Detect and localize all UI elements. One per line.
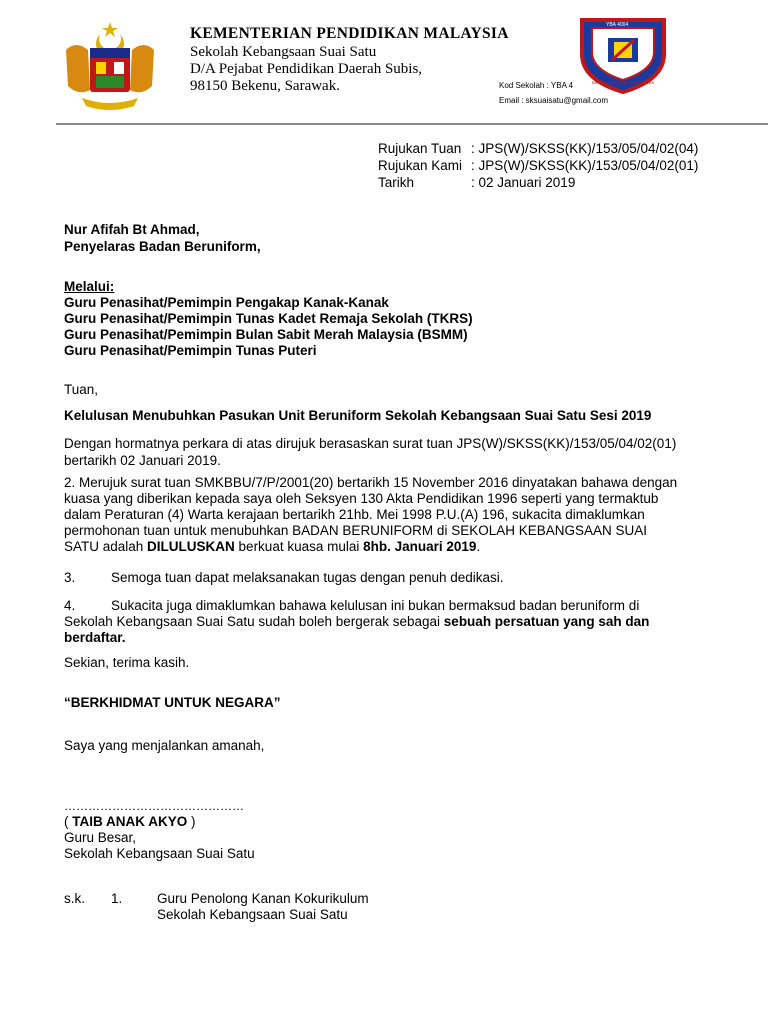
paragraph-4-line xyxy=(64,613,649,630)
malaysia-coat-of-arms-icon xyxy=(60,20,160,116)
paren-close: ) xyxy=(187,814,196,829)
address-line-1: D/A Pejabat Pendidikan Daerah Subis, xyxy=(190,61,423,77)
address-line-2: 98150 Bekenu, Sarawak. xyxy=(190,78,340,94)
closing: Sekian, terima kasih. xyxy=(64,655,190,670)
badge-motto-text: BERILMU BERIMAN BERAKHLAK xyxy=(592,80,655,85)
paragraph-number: 3. xyxy=(64,570,76,585)
paragraph-4-bold: sebuah persatuan yang sah dan xyxy=(443,614,650,629)
header-divider xyxy=(56,123,768,125)
paragraph-4-text: Sukacita juga dimaklumkan bahawa kelulusan ini bukan bermaksud badan beruniform di xyxy=(111,598,640,613)
effective-date: 8hb. Januari 2019 xyxy=(363,539,477,554)
cc-number: 1. xyxy=(111,891,123,906)
school-email: Email : sksuaisatu@gmail.com xyxy=(499,96,609,105)
subject-line: Kelulusan Menubuhkan Pasukan Unit Beruniform Sekolah Kebangsaan Suai Satu Sesi 2019 xyxy=(64,408,652,423)
signatory-title: Guru Besar, xyxy=(64,830,137,845)
salutation: Tuan, xyxy=(64,382,99,397)
p2-text: berkuat kuasa mulai xyxy=(234,539,364,554)
via-item: Guru Penasihat/Pemimpin Bulan Sabit Merah Malaysia (BSMM) xyxy=(64,327,468,342)
paragraph-2-line: permohonan tuan untuk menubuhkan BADAN BERUNIFORM di SEKOLAH KEBANGSAAN SUAI xyxy=(64,523,648,538)
p2-text: . xyxy=(476,539,481,554)
ref-kami xyxy=(378,158,698,173)
recipient-name: Nur Afifah Bt Ahmad, xyxy=(64,222,200,237)
paren-open: ( xyxy=(64,814,73,829)
cc-recipient: Guru Penolong Kanan Kokurikulum xyxy=(157,891,369,906)
cc-recipient-school: Sekolah Kebangsaan Suai Satu xyxy=(157,907,348,922)
via-item: Guru Penasihat/Pemimpin Pengakap Kanak-Kanak xyxy=(64,295,389,310)
paragraph-4-line xyxy=(64,597,639,614)
school-code: Kod Sekolah : YBA 4 xyxy=(499,81,574,90)
paragraph-2-line: kuasa yang diberikan kepada saya oleh Seksyen 130 Akta Pendidikan 1996 seperti yang termaktub xyxy=(64,491,659,506)
school-badge-icon xyxy=(578,14,668,94)
ref-date-value: : 02 Januari 2019 xyxy=(471,175,576,190)
cc-label: s.k. xyxy=(64,891,86,906)
paragraph-2-line: dalam Peraturan (4) Warta kerajaan bertarikh 21hb. Mei 1998 P.U.(A) 196, sukacita dimaklumkan xyxy=(64,507,645,522)
approved-text: DILULUSKAN xyxy=(147,539,235,554)
paragraph-number: 4. xyxy=(64,598,76,613)
ministry-name: KEMENTERIAN PENDIDIKAN MALAYSIA xyxy=(190,25,509,42)
signatory-name-text: TAIB ANAK AKYO xyxy=(72,814,188,829)
recipient-position: Penyelaras Badan Beruniform, xyxy=(64,239,261,254)
trust-line: Saya yang menjalankan amanah, xyxy=(64,738,265,753)
via-item: Guru Penasihat/Pemimpin Tunas Puteri xyxy=(64,343,317,358)
signatory-school: Sekolah Kebangsaan Suai Satu xyxy=(64,846,255,861)
paragraph-4-line: berdaftar. xyxy=(64,630,126,645)
badge-code-text: YBA 4004 xyxy=(606,22,629,28)
via-item: Guru Penasihat/Pemimpin Tunas Kadet Remaja Sekolah (TKRS) xyxy=(64,311,473,326)
motto: “BERKHIDMAT UNTUK NEGARA” xyxy=(64,695,281,710)
paragraph-2-line xyxy=(64,538,480,555)
ref-tuan xyxy=(378,141,698,156)
via-heading: Melalui: xyxy=(64,279,115,294)
paragraph-4-text: Sekolah Kebangsaan Suai Satu sudah boleh bergerak sebagai xyxy=(64,614,444,629)
school-name: Sekolah Kebangsaan Suai Satu xyxy=(190,44,377,60)
ref-kami-value: : JPS(W)/SKSS(KK)/153/05/04/02(01) xyxy=(471,158,699,173)
ref-date xyxy=(378,175,575,190)
ref-tuan-label: Rujukan Tuan xyxy=(378,141,462,156)
paragraph-1-line: bertarikh 02 Januari 2019. xyxy=(64,453,221,468)
signatory-name xyxy=(64,813,196,830)
p2-text: SATU adalah xyxy=(64,539,148,554)
ref-kami-label: Rujukan Kami xyxy=(378,158,463,173)
paragraph-3-text: Semoga tuan dapat melaksanakan tugas dengan penuh dedikasi. xyxy=(111,570,504,585)
ref-tuan-value: : JPS(W)/SKSS(KK)/153/05/04/02(04) xyxy=(471,141,699,156)
paragraph-2-line: 2. Merujuk surat tuan SMKBBU/7/P/2001(20) bertarikh 15 November 2016 dinyatakan bahawa dengan xyxy=(64,475,678,490)
signature-line: ……………………………………… xyxy=(64,799,244,813)
paragraph-3 xyxy=(64,569,504,586)
ref-date-label: Tarikh xyxy=(378,175,415,190)
paragraph-1-line: Dengan hormatnya perkara di atas dirujuk berasaskan surat tuan JPS(W)/SKSS(KK)/153/05/04/02(01) xyxy=(64,436,677,451)
